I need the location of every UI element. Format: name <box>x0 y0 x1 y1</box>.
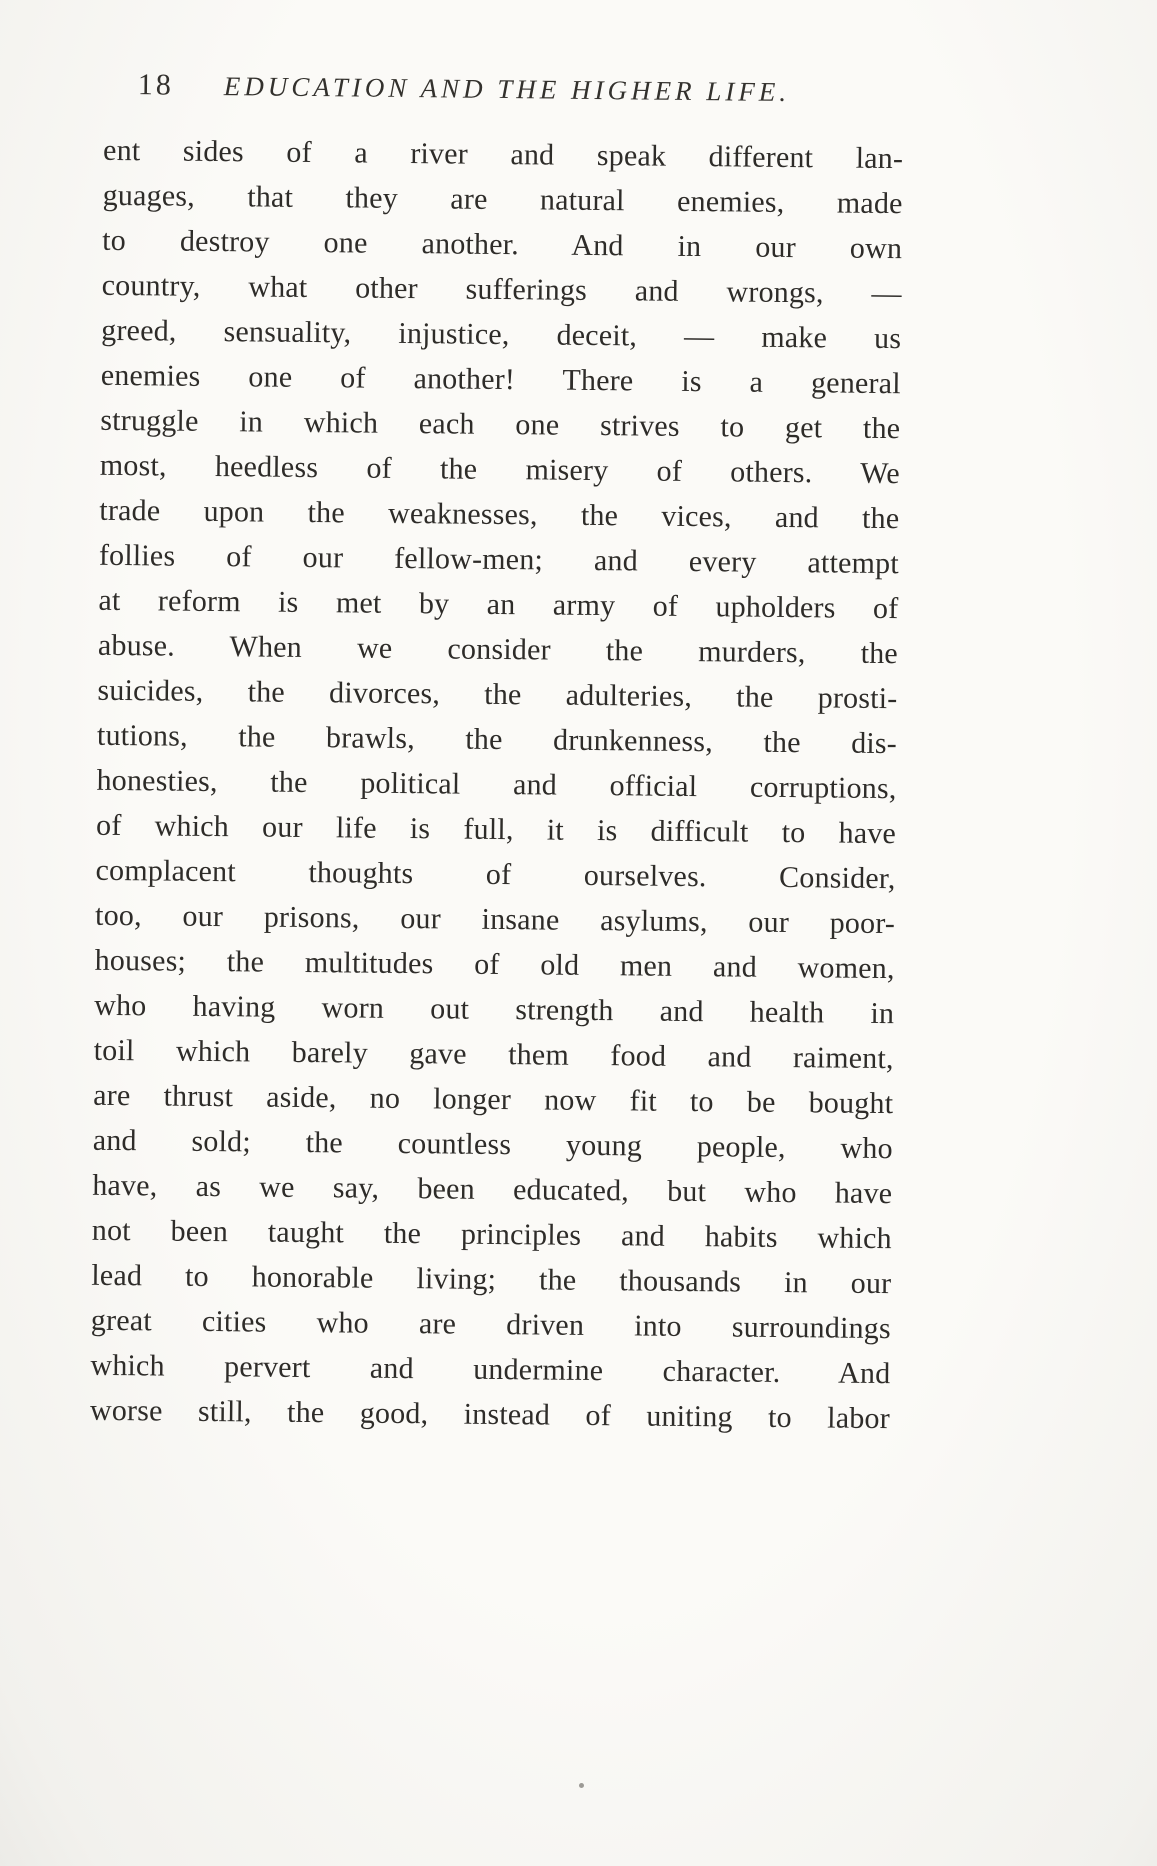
text-line: not been taught the principles and habits which <box>91 1213 892 1256</box>
text-line: greed, sensuality, injustice, deceit, — make us <box>101 313 902 356</box>
text-line: honesties, the political and official corruptions, <box>96 763 897 806</box>
text-line: guages, that they are natural enemies, made <box>102 178 903 221</box>
text-line: ent sides of a river and speak different lan- <box>102 133 904 176</box>
text-line: complacent thoughts of ourselves. Consider, <box>95 853 896 896</box>
text-line: great cities who are driven into surroundings <box>90 1303 892 1346</box>
text-line: who having worn out strength and health in <box>94 988 895 1031</box>
running-header <box>104 68 904 110</box>
text-line: and sold; the countless young people, who <box>92 1123 893 1166</box>
text-line: worse still, the good, instead of uniting to labor <box>89 1393 891 1436</box>
page-body <box>90 128 904 1441</box>
text-line: tutions, the brawls, the drunkenness, the dis- <box>96 718 898 761</box>
page-number: 18 <box>137 68 175 102</box>
text-line: trade upon the weaknesses, the vices, and the <box>99 493 900 536</box>
text-line: enemies one of another! There is a general <box>100 358 901 401</box>
text-line: toil which barely gave them food and raiment, <box>93 1033 894 1076</box>
text-line: too, our prisons, our insane asylums, our poor- <box>94 898 896 941</box>
scan-artifact-dot <box>579 1783 584 1788</box>
text-line: country, what other sufferings and wrongs, — <box>101 268 902 311</box>
text-line: houses; the multitudes of old men and women, <box>94 943 895 986</box>
text-line: lead to honorable living; the thousands in our <box>91 1258 892 1301</box>
text-line: struggle in which each one strives to get the <box>100 403 901 446</box>
text-line: at reform is met by an army of upholders of <box>98 583 899 626</box>
text-line: are thrust aside, no longer now fit to be bought <box>93 1078 894 1121</box>
text-line: abuse. When we consider the murders, the <box>97 628 899 671</box>
page-content <box>90 68 904 1441</box>
text-line: suicides, the divorces, the adulteries, the prosti- <box>97 673 898 716</box>
text-line: which pervert and undermine character. And <box>90 1348 891 1391</box>
running-header-title: EDUCATION AND THE HIGHER LIFE. <box>223 71 791 107</box>
text-line: have, as we say, been educated, but who have <box>92 1168 893 1211</box>
text-line: follies of our fellow-men; and every attempt <box>98 538 900 581</box>
text-line: to destroy one another. And in our own <box>102 223 903 266</box>
text-line: of which our life is full, it is difficult to have <box>95 808 897 851</box>
text-line: most, heedless of the misery of others. We <box>99 448 900 491</box>
